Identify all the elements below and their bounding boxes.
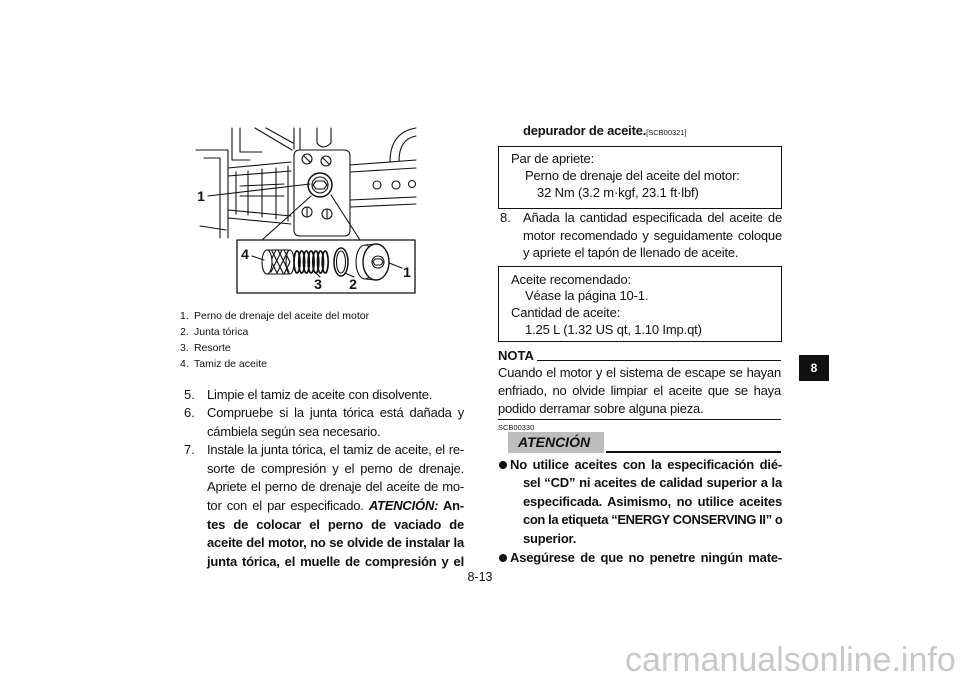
inline-caution-text: An- xyxy=(438,497,464,513)
caution-item-line: Asegúrese de que no penetre ningún mate- xyxy=(510,549,782,565)
caution-line: junta tórica, el muelle de compresión y el xyxy=(207,553,464,569)
note-line: enfriado, no olvide limpiar el aceite que se haya xyxy=(498,383,781,398)
note-line: Cuando el motor y el sistema de escape se hayan xyxy=(498,365,781,380)
caution-item-line: superior. xyxy=(523,531,577,547)
recommended-oil-value: Véase la página 10-1. xyxy=(525,288,649,304)
callout-1-bolt-part: 1 xyxy=(403,264,411,280)
upper-frame-lines xyxy=(294,128,416,162)
caution-item-line: sel “CD” ni aceites de calidad superior a la xyxy=(523,475,782,491)
callout-3-spring: 3 xyxy=(314,276,322,292)
torque-spec-box xyxy=(498,146,782,209)
compression-spring xyxy=(294,251,328,273)
step-line-regular-part: tor con el par especificado. xyxy=(207,497,369,513)
callout-leader-bolt-part xyxy=(389,263,402,268)
legend-text: Junta tórica xyxy=(194,326,249,338)
caution-item-line: No utilice aceites con la especificación dié- xyxy=(510,456,782,472)
oil-spec-box xyxy=(498,266,782,342)
legend-text: Tamiz de aceite xyxy=(194,358,267,370)
engine-case-lines xyxy=(196,128,293,238)
note-text xyxy=(498,364,781,418)
bullet-icon xyxy=(499,461,507,469)
step-line: Limpie el tamiz de aceite con disolvente. xyxy=(207,386,433,402)
caution-line: aceite del motor, no se olvide de instalar la xyxy=(207,535,464,551)
step-5 xyxy=(184,386,464,405)
section-tab-label: 8 xyxy=(810,361,818,375)
step-text xyxy=(207,386,464,405)
callout-leader-drain-bolt xyxy=(208,184,310,196)
step-number: 8. xyxy=(500,210,511,225)
legend-item xyxy=(180,324,430,340)
step-6 xyxy=(184,404,464,441)
caution-item xyxy=(498,549,782,568)
step-line: sorte de compresión y el perno de drenaje. xyxy=(207,460,464,476)
step-number: 7. xyxy=(184,442,195,458)
note-line: podido derramar sobre alguna pieza. xyxy=(498,401,704,416)
note-end-rule xyxy=(498,419,781,420)
inline-caution-label: ATENCIÓN: xyxy=(368,497,439,513)
o-ring xyxy=(334,248,348,276)
step-7 xyxy=(184,441,464,571)
legend-item xyxy=(180,340,430,356)
drain-bolt-installed xyxy=(308,173,332,197)
legend-item xyxy=(180,356,430,372)
step-line: motor recomendado y seguidamente coloque xyxy=(523,227,782,243)
page-number: 8-13 xyxy=(467,570,493,584)
note-heading: NOTA xyxy=(498,348,534,363)
step-7-continuation xyxy=(523,122,687,142)
caution-band xyxy=(508,432,604,453)
left-steps xyxy=(184,386,464,571)
oil-strainer xyxy=(252,250,294,274)
legend-number: 1. xyxy=(180,310,189,322)
drain-bolt-illustration xyxy=(190,124,422,298)
caution-item-line: especificada. Asimismo, no utilice aceites xyxy=(523,493,782,509)
exploded-view-lines xyxy=(262,195,360,240)
callout-2-o-ring: 2 xyxy=(349,276,357,292)
step-text xyxy=(207,441,464,571)
caution-heading-rule xyxy=(606,451,781,453)
oil-quantity-value: 1.25 L (1.32 US qt, 1.10 Imp.qt) xyxy=(525,321,702,337)
step-text xyxy=(523,209,782,262)
note-heading-rule xyxy=(537,360,781,361)
step-text xyxy=(207,404,464,441)
caution-line: tes de colocar el perno de vaciado de xyxy=(207,516,464,532)
legend-number: 2. xyxy=(180,326,189,338)
step-line: Compruebe si la junta tórica está dañada y xyxy=(207,405,464,421)
step-line: cámbiela según sea necesario. xyxy=(207,423,381,439)
legend-text: Resorte xyxy=(194,342,231,354)
callout-1-drain-bolt: 1 xyxy=(197,188,205,204)
torque-item: Perno de drenaje del aceite del motor: xyxy=(525,167,740,183)
frame-tube xyxy=(350,160,416,207)
caution-item-line: con la etiqueta “ENERGY CONSERVING II” o xyxy=(523,512,783,528)
torque-value: 32 Nm (3.2 m·kgf, 23.1 ft·lbf) xyxy=(537,184,699,200)
callout-4-strainer: 4 xyxy=(241,246,249,262)
step-8 xyxy=(500,209,782,262)
caution-code: SCB00330 xyxy=(498,423,535,432)
step-line: y apriete el tapón de llenado de aceite. xyxy=(523,245,739,261)
step-line: Apriete el perno de drenaje del aceite de mo- xyxy=(207,479,464,495)
step-line: Añada la cantidad especificada del aceite de xyxy=(523,210,782,225)
legend-item xyxy=(180,308,430,324)
caution-code: [SCB00321] xyxy=(646,128,687,137)
step-number: 5. xyxy=(184,386,195,402)
caution-heading: ATENCIÓN xyxy=(518,434,591,450)
oil-quantity-label: Cantidad de aceite: xyxy=(511,305,621,320)
caution-line-end: depurador de aceite. xyxy=(523,123,647,138)
recommended-oil-label: Aceite recomendado: xyxy=(511,271,632,287)
torque-title: Par de apriete: xyxy=(511,150,595,166)
step-number: 6. xyxy=(184,405,195,421)
watermark: carmanualsonline.info xyxy=(625,641,956,679)
section-tab xyxy=(799,355,829,381)
bullet-icon xyxy=(499,554,507,562)
step-line-with-caution xyxy=(207,497,464,516)
drain-bolt-part xyxy=(356,244,389,280)
legend-number: 4. xyxy=(180,358,189,370)
caution-list xyxy=(498,456,782,568)
figure-legend xyxy=(180,308,430,372)
legend-number: 3. xyxy=(180,342,189,354)
caution-item xyxy=(498,456,782,549)
legend-text: Perno de drenaje del aceite del motor xyxy=(194,310,370,322)
step-line: Instale la junta tórica, el tamiz de aceite, el re- xyxy=(207,442,464,458)
